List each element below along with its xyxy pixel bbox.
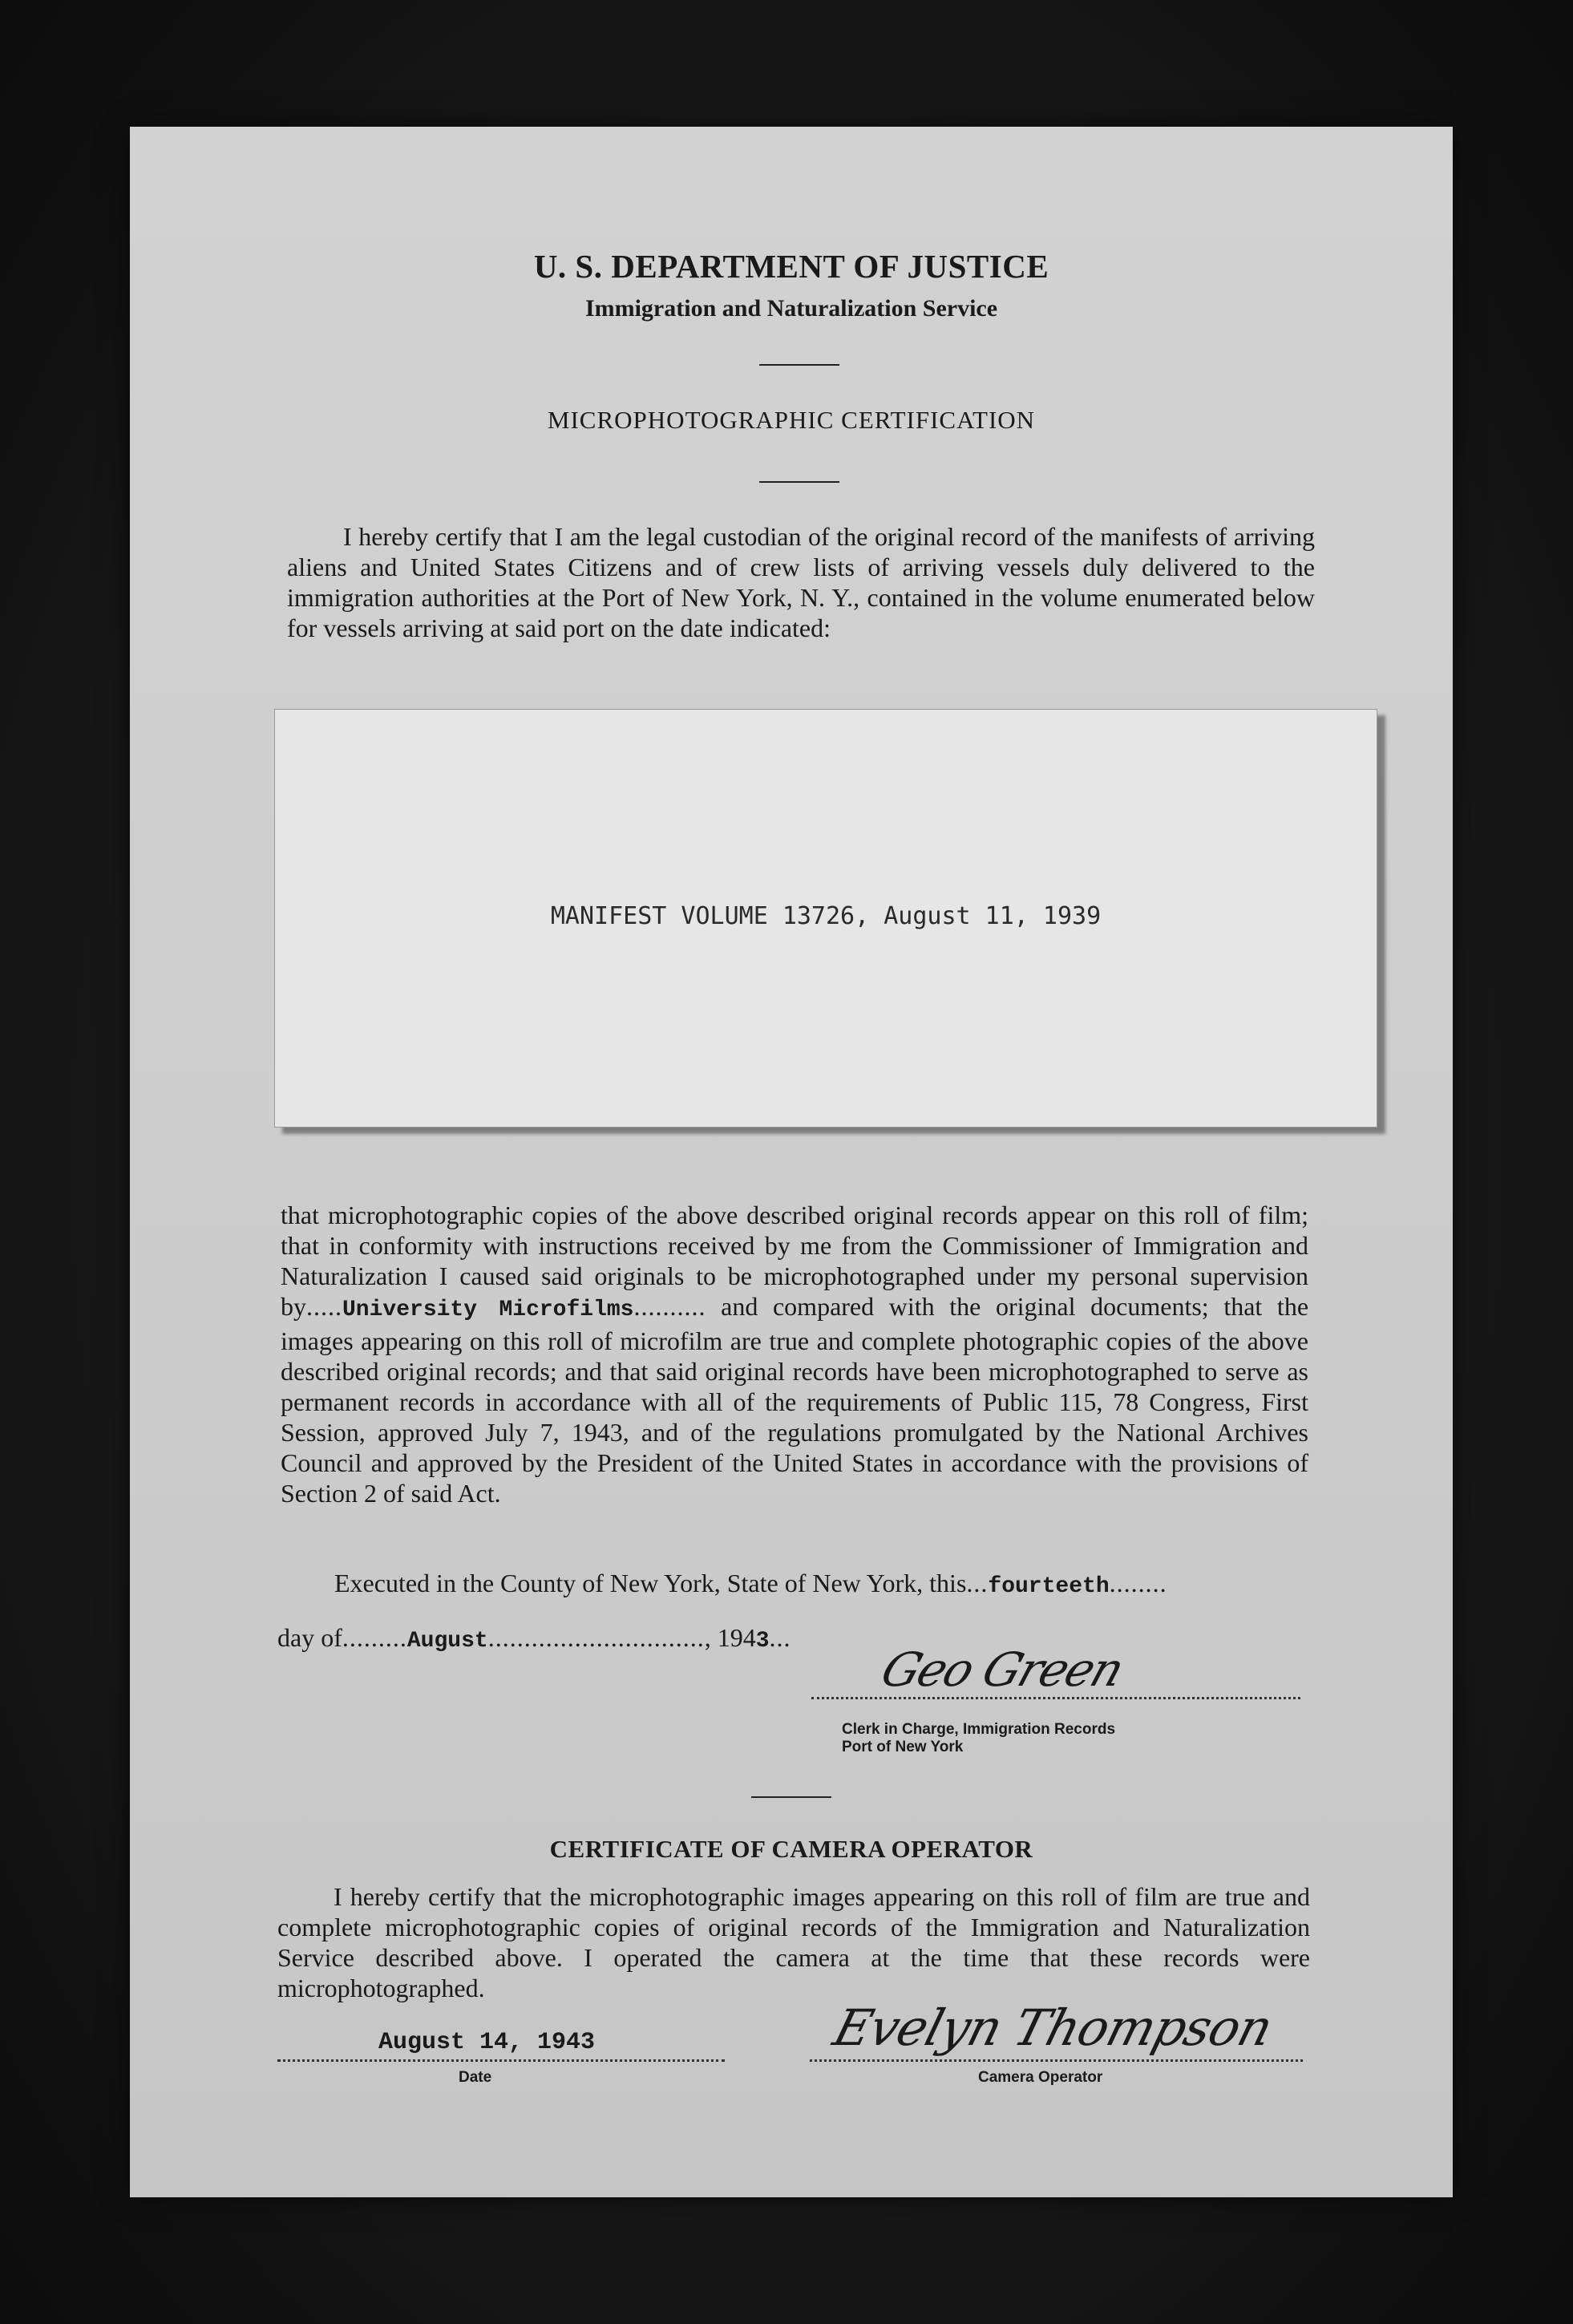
section-divider	[751, 1796, 831, 1798]
clerk-signature: Geo Green	[874, 1642, 1130, 1697]
title-divider-bottom	[759, 481, 839, 483]
executed-day-value: fourteeth	[988, 1574, 1110, 1599]
dotted-leader: ..........	[633, 1292, 706, 1321]
dotted-leader: ........	[1109, 1569, 1167, 1597]
year-prefix: , 194	[704, 1623, 756, 1652]
department-title: U. S. DEPARTMENT OF JUSTICE	[533, 248, 1049, 285]
year-digit-value: 3	[755, 1629, 770, 1654]
dotted-leader: ...	[769, 1623, 791, 1652]
dotted-leader: ...	[966, 1569, 989, 1597]
clerk-title-label	[842, 1721, 1115, 1756]
date-line	[277, 2059, 725, 2062]
executed-line	[334, 1569, 1167, 1599]
dotted-leader: ..............................	[487, 1623, 705, 1652]
camera-operator-title: CERTIFICATE OF CAMERA OPERATOR	[549, 1835, 1033, 1863]
day-of-line	[277, 1623, 791, 1654]
clerk-label-line-1: Clerk in Charge, Immigration Records	[842, 1721, 1116, 1738]
microfilm-certification-paragraph	[281, 1200, 1308, 1508]
date-label: Date	[459, 2069, 492, 2086]
manifest-volume-slip	[274, 709, 1377, 1128]
certificate-document	[130, 127, 1453, 2197]
title-divider-top	[759, 364, 839, 366]
clerk-label-line-2: Port of New York	[842, 1739, 964, 1755]
dotted-leader: .........	[342, 1623, 407, 1652]
paragraph-2-start: that microphotographic copies of the above described original records appear on this roll of film; that in conformity with instructions received by me from the Commissioner of Immigration and Naturalization I caused said originals to be microphotographed under my personal supervision by	[281, 1200, 1308, 1321]
supervised-by-value: University Microfilms	[342, 1298, 634, 1322]
paragraph-2-end: and compared with the original documents; that the images appearing on this roll of microfilm are true and complete photographic copies of the above described original records; and that said original records have been microphotographed to serve as permanent records in accordance with all of the requirements of Public 115, 78 Congress, First Session, approved July 7, 1943, and of the regulations promulgated by the National Archives Council and approved by the President of the United States in accordance with the provisions of Section 2 of said Act.	[281, 1292, 1309, 1508]
clerk-signature-line	[811, 1697, 1300, 1699]
camera-operator-paragraph: I hereby certify that the microphotographic images appearing on this roll of film are true and complete microphotographic copies of original records of the Immigration and Naturalization Service described above. I operated the camera at the time that these records were microphotographed.	[277, 1882, 1310, 2002]
operator-label: Camera Operator	[978, 2069, 1103, 2086]
dotted-leader: .....	[306, 1292, 342, 1321]
certification-title: MICROPHOTOGRAPHIC CERTIFICATION	[547, 406, 1036, 434]
day-of-prefix: day of	[277, 1623, 342, 1652]
operator-signature: Evelyn Thompson	[827, 1998, 1279, 2057]
manifest-volume-label: MANIFEST VOLUME 13726, August 11, 1939	[550, 902, 1102, 930]
operator-signature-line	[810, 2059, 1303, 2062]
operator-date-value: August 14, 1943	[378, 2029, 596, 2056]
executed-month-value: August	[406, 1629, 488, 1654]
custodian-paragraph: I hereby certify that I am the legal custodian of the original record of the manifests of arriving aliens and United States Citizens and of crew lists of arriving vessels duly delivered to the immigration authorities at the Port of New York, N. Y., contained in the volume enumerated below for vessels arriving at said port on the date indicated:	[287, 522, 1315, 642]
service-subtitle: Immigration and Naturalization Service	[584, 295, 998, 322]
executed-prefix: Executed in the County of New York, State of New York, this	[334, 1569, 967, 1597]
